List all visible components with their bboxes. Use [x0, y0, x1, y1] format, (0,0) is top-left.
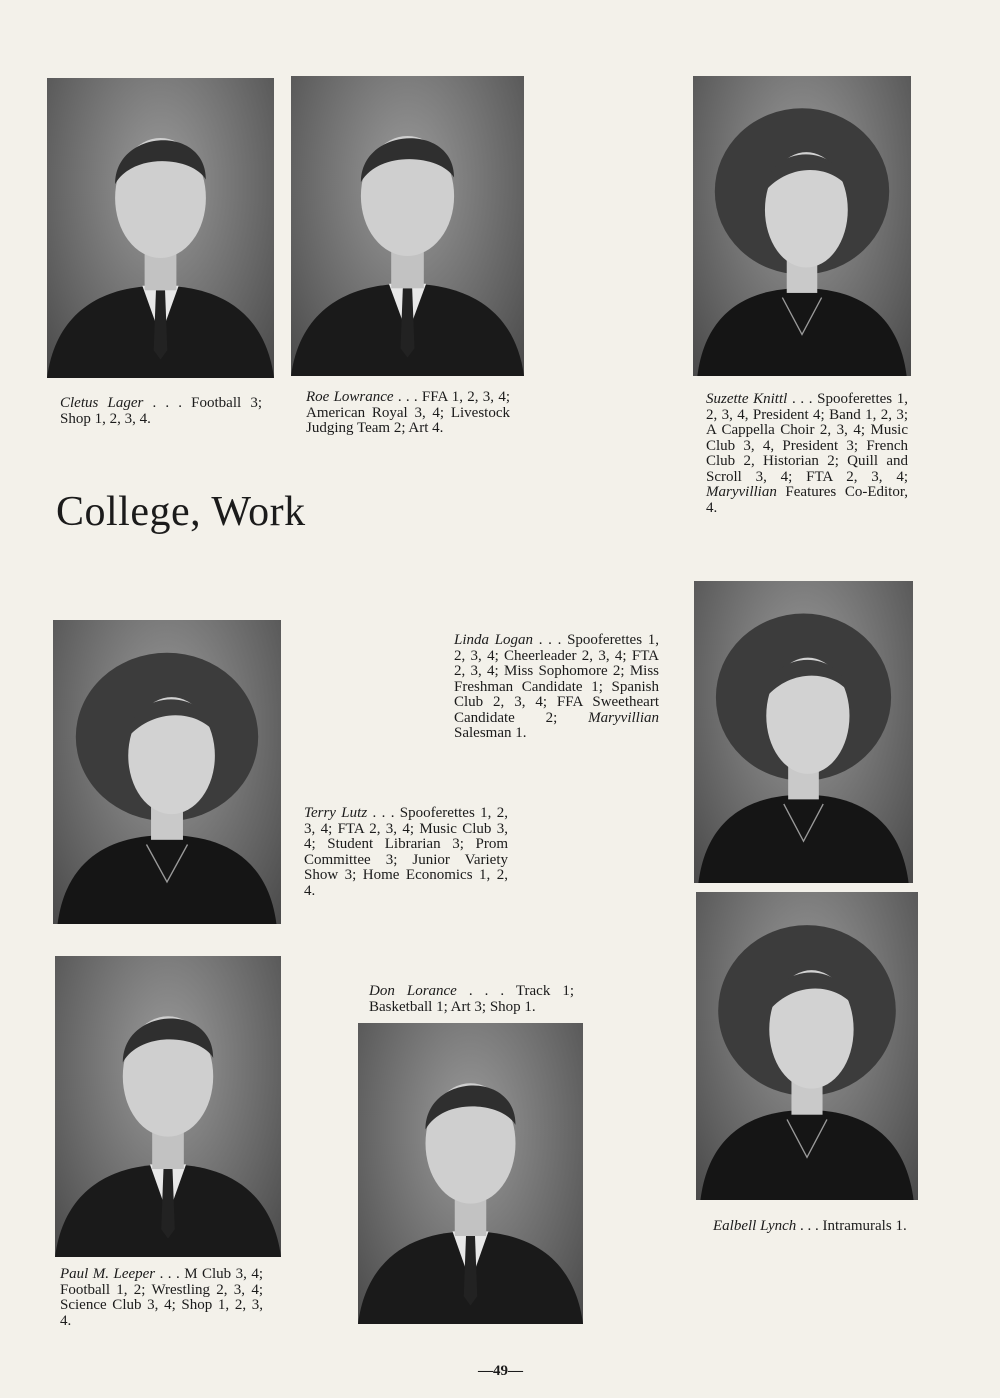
photo-roe-lowrance: [291, 76, 524, 376]
caption-name: Ealbell Lynch: [713, 1218, 797, 1234]
caption-cletus-lager: [60, 396, 262, 427]
caption-name: Roe Lowrance: [306, 389, 394, 405]
photo-paul-leeper: [55, 956, 281, 1257]
caption-name: Don Lorance: [369, 983, 457, 999]
caption-activities: . . . FFA 1, 2, 3, 4; American Royal 3, 4; Livestock Judging Team 2; Art 4.: [306, 389, 510, 436]
caption-terry-lutz: [304, 806, 508, 899]
portrait-silhouette: [693, 76, 911, 376]
portrait-silhouette: [55, 956, 281, 1257]
caption-publication: Maryvillian: [706, 484, 777, 500]
caption-linda-logan: [454, 633, 659, 742]
caption-name: Cletus Lager: [60, 395, 144, 411]
photo-linda-logan: [694, 581, 913, 883]
caption-publication: Maryvillian: [588, 709, 659, 726]
caption-name: Terry Lutz: [304, 805, 368, 821]
portrait-silhouette: [694, 581, 913, 883]
caption-roe-lowrance: [306, 390, 510, 437]
caption-ealbell-lynch: [713, 1219, 915, 1235]
caption-name: Suzette Knittl: [706, 391, 788, 407]
photo-terry-lutz: [53, 620, 281, 924]
caption-activities: . . . Spooferettes 1, 2, 3, 4, President 4; Band 1, 2, 3; A Cappella Choir 2, 3, 4; Music Club 3, 4, President 3; French Club 2, Historian 2; Quill and Scroll 3, 4; FTA 2, 3, 4;: [706, 391, 908, 485]
caption-paul-leeper: [60, 1267, 263, 1329]
page-number: —49—: [478, 1363, 523, 1379]
caption-activities-tail: Features Co-Editor, 4.: [706, 484, 908, 516]
caption-activities: . . . Track 1; Basketball 1; Art 3; Shop 1.: [369, 983, 575, 1015]
portrait-silhouette: [358, 1023, 583, 1324]
photo-suzette-knittl: [693, 76, 911, 376]
caption-name: Linda Logan: [454, 632, 534, 648]
portrait-silhouette: [696, 892, 918, 1200]
caption-suzette-knittl: [706, 392, 908, 516]
photo-cletus-lager: [47, 78, 274, 378]
section-heading: College, Work: [56, 489, 306, 535]
portrait-silhouette: [53, 620, 281, 924]
caption-name: Paul M. Leeper: [60, 1266, 156, 1282]
caption-activities: . . . Spooferettes 1, 2, 3, 4; Cheerleader 2, 3, 4; FTA 2, 3, 4; Miss Sophomore 2; Miss Freshman Candidate 1; Spanish Club 2, 3, 4; FFA Sweetheart Candidate 2;: [454, 632, 659, 726]
caption-activities: . . . Spooferettes 1, 2, 3, 4; FTA 2, 3, 4; Music Club 3, 4; Student Librarian 3; Prom Committee 3; Junior Variety Show 3; Home Economics 1, 2, 4.: [304, 805, 508, 899]
caption-activities: . . . Intramurals 1.: [796, 1218, 907, 1234]
photo-ealbell-lynch: [696, 892, 918, 1200]
portrait-silhouette: [291, 76, 524, 376]
portrait-silhouette: [47, 78, 274, 378]
caption-activities-tail: Salesman 1.: [454, 725, 527, 741]
caption-activities: . . . M Club 3, 4; Football 1, 2; Wrestling 2, 3, 4; Science Club 3, 4; Shop 1, 2, 3, 4.: [60, 1266, 263, 1329]
caption-activities: . . . Football 3; Shop 1, 2, 3, 4.: [60, 395, 262, 427]
caption-don-lorance: [369, 984, 574, 1015]
photo-don-lorance: [358, 1023, 583, 1324]
